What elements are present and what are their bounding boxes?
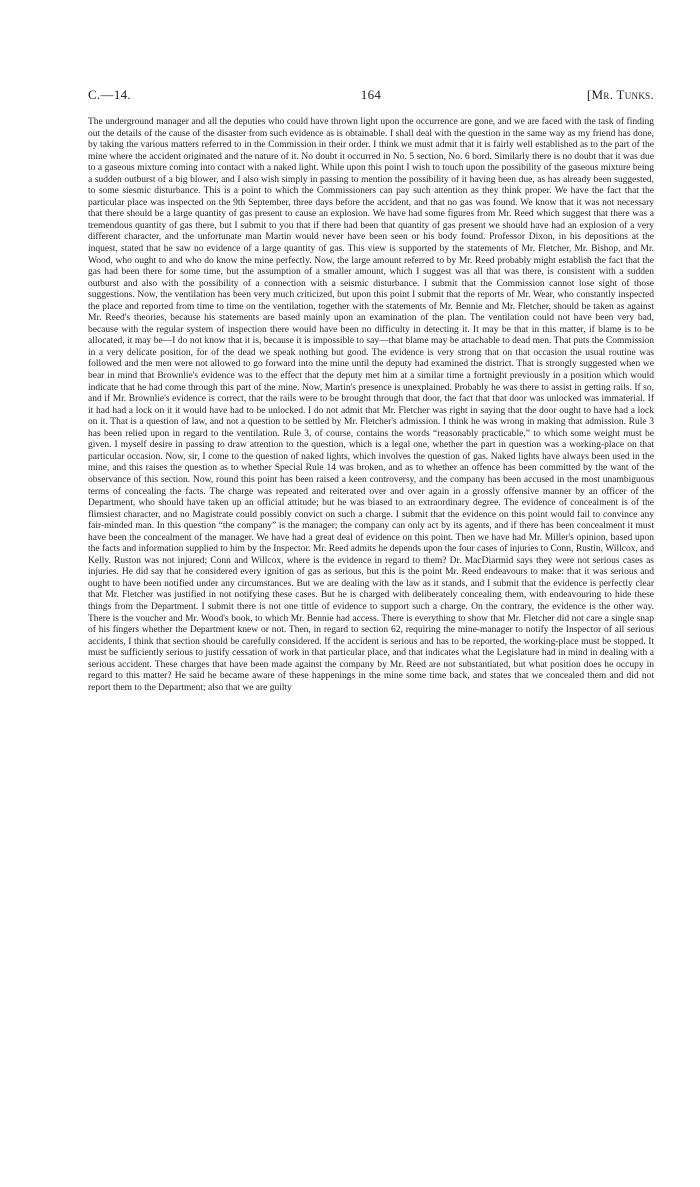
report-code: C.—14. (88, 87, 131, 102)
page-number: 164 (360, 87, 382, 102)
page-header (88, 87, 654, 105)
body-paragraph: The underground manager and all the deputies who could have thrown light upon the occurrence are gone, and we are faced with the task of finding out the details of the cause of the disaster from such evidence as is obtainable. I shall deal with the question in the same way as my friend has done, by taking the various matters referred to in the Commission in their order. I think we must admit that it is fairly well established as to the part of the mine where the accident originated and the nature of it. No doubt it occurred in No. 5 section, No. 6 bord. Similarly there is no doubt that it was due to a gaseous mixture coming into contact with a naked light. While upon this point I wish to touch upon the possibility of the gaseous mixture being a sudden outburst of a big blower, and I also wish simply in passing to mention the possibility of it having been due, as has already been suggested, to some siesmic disturbance. This is a point to which the Commissioners can pay such attention as they think proper. We have the fact that the particular place was inspected on the 9th September, three days before the accident, and that no gas was found. We know that it was not necessary that there should be a large quantity of gas present to cause an explosion. We have had some figures from Mr. Reed which suggest that there was a tremendous quantity of gas there, but I submit to you that if there had been that quantity of gas present we should have had an explosion of a very different character, and the unfortunate man Martin would never have been seen or his body found. Professor Dixon, in his depositions at the inquest, stated that he saw no evidence of a large quantity of gas. This view is supported by the statements of Mr. Fletcher, Mr. Bishop, and Mr. Wood, who ought to and who do know the mine perfectly. Now, the large amount referred to by Mr. Reed probably might establish the fact that the gas had been there for some time, but the assumption of a smaller amount, which I suggest was all that was there, is consistent with a sudden outburst and also with the possibility of a connection with a seismic disturbance. I submit that the Commission cannot lose sight of those suggestions. Now, the ventilation has been very much criticized, but upon this point I submit that the reports of Mr. Wear, who constantly inspected the place and reported from time to time on the ventilation, together with the statements of Mr. Bennie and Mr. Fletcher, should be taken as against Mr. Reed's theories, because his statements are based mainly upon an examination of the plan. The ventilation could not have been very bad, because with the regular system of inspection there would have been no difficulty in detecting it. It may be that in this matter, if blame is to be allocated, it may be—I do not know that it is, because it is impossible to say—that blame may be attachable to dead men. That puts the Commission in a very delicate position, for of the dead we speak nothing but good. The evidence is very strong that on that occasion the usual routine was followed and the men were not allowed to go forward into the mine until the deputy had examined the district. That is strongly suggested when we bear in mind that Brownlie's evidence was to the effect that the deputy met him at a similar time a fortnight previously in a position which would indicate that he had come through this part of the mine. Now, Martin's presence is unexplained. Probably he was there to assist in getting rails. If so, and if Mr. Brownlie's evidence is correct, that the rails were to be brought through that door, the fact that that door was unlocked was immaterial. If it had had a lock on it it would have had to be unlocked. I do not admit that Mr. Fletcher was right in saying that the door ought to have had a lock on it. That is a question of law, and not a question to be settled by Mr. Fletcher's admission. I think he was wrong in making that admission. Rule 3 has been relied upon in regard to the ventilation. Rule 3, of course, contains the words “reasonably practicable,” to which some weight must be given. I myself desire in passing to draw attention to the question, which is a legal one, whether the part in question was a working-place on that particular occasion. Now, sir, I come to the question of naked lights, which involves the question of gas. Naked lights have always been used in the mine, and this raises the question as to whether Special Rule 14 was broken, and as to whether an offence has been committed by the want of the observance of this section. Now, round this point has been raised a keen controversy, and the company has been accused in the most unambiguous terms of concealing the facts. The charge was repeated and reiterated over and over again in a grossly offensive manner by an officer of the Department, who should have taken up an official attitude; but he was biased to an extraordinary degree. The evidence of concealment is of the flimsiest character, and no Magistrate could possibly convict on such a charge. I submit that the evidence on this point would fail to convince any fair-minded man. In this question “the company” is the manager; the company can only act by its agents, and if there has been concealment it must have been the concealment of the manager. We have had a great deal of evidence on this point. Then we have had Mr. Miller's opinion, based upon the facts and information supplied to him by the Inspector. Mr. Reed admits he depends upon the four cases of injuries to Conn, Rustin, Willcox, and Kelly. Ruston was not injured; Conn and Willcox, where is the evidence in regard to them? Dr. MacDiarmid says they were not serious cases as injuries. He did say that he considered every ignition of gas as serious, but this is the point Mr. Reed endeavours to make: that it was serious and ought to have been notified under any circumstances. But we are dealing with the law as it stands, and I submit that the evidence is perfectly clear that Mr. Fletcher was justified in not notifying these cases. But he is charged with deliberately concealing them, with endeavouring to hide these things from the Department. I submit there is not one tittle of evidence to support such a charge. On the contrary, the evidence is the other way. There is the voucher and Mr. Wood's book, to which Mr. Bennie had access. There is everything to show that Mr. Fletcher did not care a single snap of his fingers whether the Department knew or not. Then, in regard to section 62, requiring the mine-manager to notify the Inspector of all serious accidents, I think that section should be carefully considered. If the accident is serious and has to be reported, the working-place must be stopped. It must be sufficiently serious to justify cessation of work in that particular place, and that indicates what the Legislature had in mind in dealing with a serious accident. These charges that have been made against the company by Mr. Reed are not substantiated, but what position does he occupy in regard to this matter? He said he became aware of these happenings in the mine some time back, and states that we concealed them and did not report them to the Department; also that we are guilty (88, 117, 654, 693)
body-text (88, 117, 654, 694)
speaker-name: [Mr. Tunks. (586, 87, 654, 102)
